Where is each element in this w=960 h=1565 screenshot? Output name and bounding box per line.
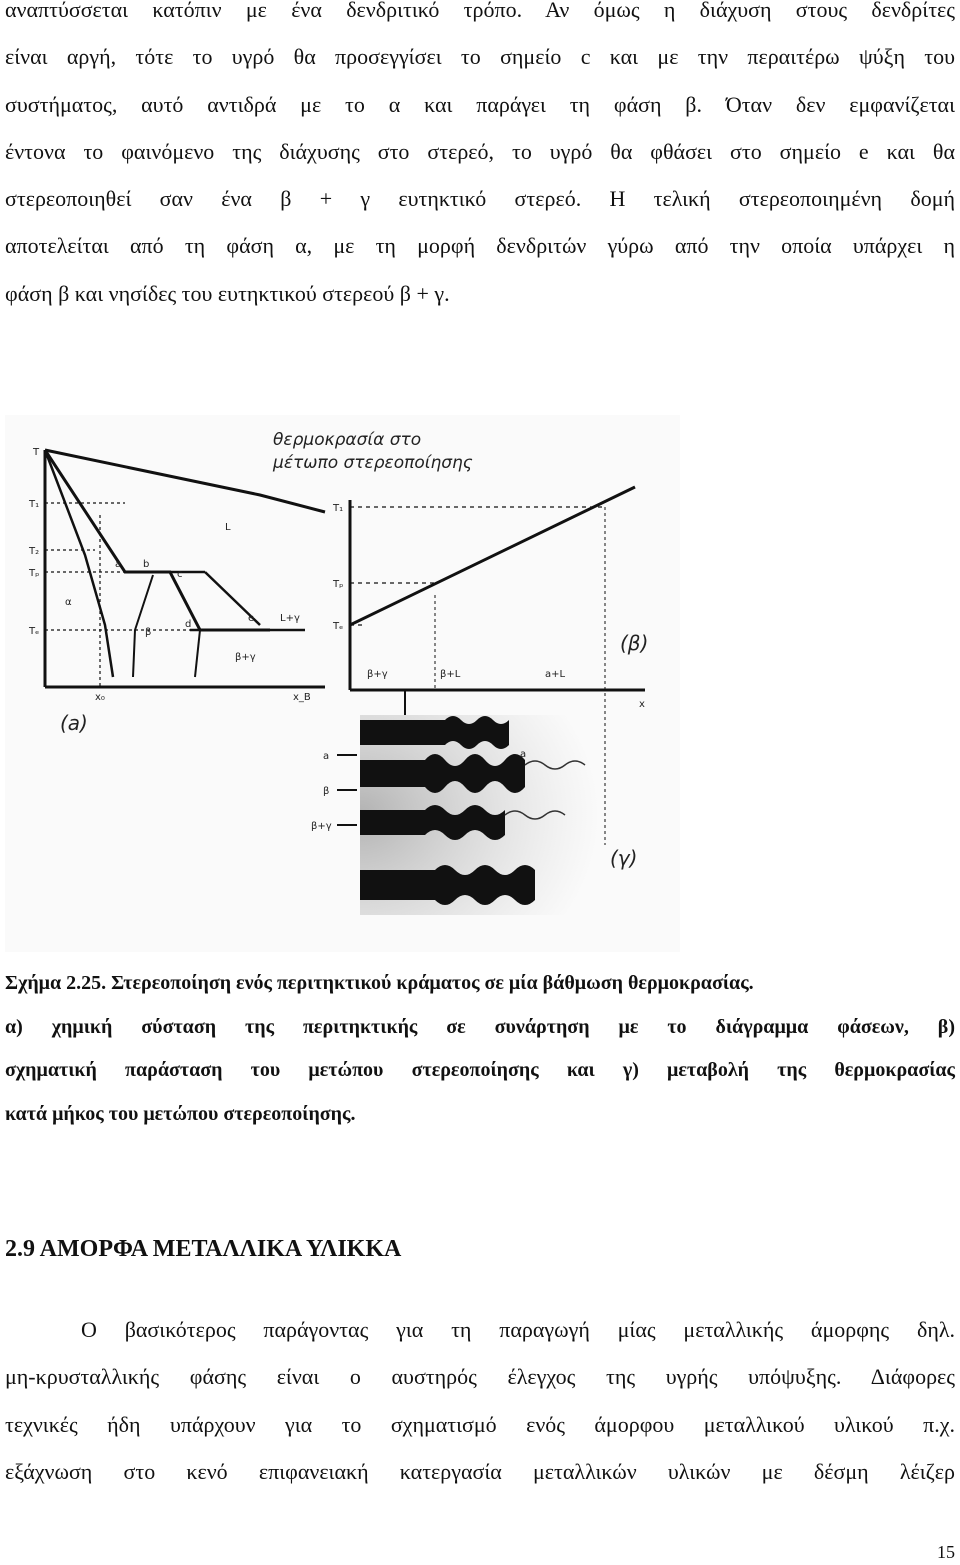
axis-label-te: Tₑ: [29, 626, 40, 637]
body-paragraph-top: [5, 0, 955, 317]
point-label-b: b: [143, 559, 150, 570]
panel-b-axis-label-te: Tₑ: [333, 621, 344, 632]
caption-line: Σχήμα 2.25. Στερεοποίηση ενός περιτηκτικού κράματος σε μία βάθμωση θερμοκρασίας.: [5, 972, 754, 994]
section-heading: 2.9 ΑΜΟΡΦΑ ΜΕΤΑΛΛΙΚΑ ΥΛΙΚΚΑ: [5, 1236, 402, 1262]
panel-b-axis-label-x: x: [639, 699, 645, 710]
row-label-a: a: [323, 751, 330, 762]
region-label-alpha: α: [65, 597, 72, 608]
point-label-a: a: [115, 559, 122, 570]
panel-b-axis-label-tp: Tₚ: [333, 579, 344, 590]
text-line: μη-κρυσταλλικής φάσης είναι ο αυστηρός έλεγχος της υγρής υπόψυξης. Διάφορες: [5, 1364, 955, 1390]
text-line: στερεοποιηθεί σαν ένα β + γ ευτηκτικό στερεό. Η τελική στερεοποιημένη δομή: [5, 186, 955, 212]
point-label-c: c: [177, 569, 183, 580]
panel-b-title-line2: μέτωπο στερεοποίησης: [273, 453, 473, 473]
zone-label-beta-l: β+L: [440, 669, 461, 680]
text-line: φάση β και νησίδες του ευτηκτικού στερεού β + γ.: [5, 280, 450, 306]
axis-label-t1: T₁: [29, 499, 40, 510]
text-line: τεχνικές ήδη υπάρχουν για το σχηματισμό ενός άμορφου μεταλλικού υλικού π.χ.: [5, 1411, 955, 1437]
panel-c-tag: (γ): [610, 846, 638, 870]
caption-line: σχηματική παράσταση του μετώπου στερεοποίησης και γ) μεταβολή της θερμοκρασίας: [5, 1059, 955, 1081]
row-label-beta-gamma: β+γ: [311, 821, 332, 832]
figure-caption: [5, 962, 955, 1136]
row-label-beta: β: [323, 786, 330, 797]
caption-line: α) χημική σύσταση της περιτηκτικής σε συνάρτηση με το διάγραμμα φάσεων, β): [5, 1015, 955, 1038]
point-label-d: d: [185, 619, 192, 630]
axis-label-tp: Tₚ: [29, 568, 40, 579]
panel-b-tag: (β): [620, 631, 649, 655]
axis-label-xb: x_B: [293, 692, 311, 703]
panel-a-tag: (a): [60, 711, 88, 735]
region-label-liquid: L: [225, 522, 231, 533]
text-line: Ο βασικότερος παράγοντας για τη παραγωγή μίας μεταλλικής άμορφης δηλ.: [81, 1317, 955, 1342]
point-label-e: e: [248, 613, 255, 624]
zone-label-a-l: a+L: [545, 669, 566, 680]
text-line: έντονα το φαινόμενο της διάχυσης στο στερεό, το υγρό θα φθάσει στο σημείο e και θα: [5, 138, 955, 164]
caption-line: κατά μήκος του μετώπου στερεοποίησης.: [5, 1102, 356, 1125]
panel-b-axis-label-t1: T₁: [333, 503, 344, 514]
zone-label-beta-gamma: β+γ: [367, 669, 388, 680]
panel-b-title-line1: θερμοκρασία στο: [273, 430, 422, 450]
text-line: είναι αργή, τότε το υγρό θα προσεγγίσει το σημείο c και με την περαιτέρω ψύξη του: [5, 44, 955, 70]
inner-label-a: a: [520, 749, 527, 760]
text-line: συστήματος, αυτό αντιδρά με το α και παράγει τη φάση β. Όταν δεν εμφανίζεται: [5, 91, 955, 117]
solidification-figure: [5, 415, 680, 952]
axis-label-t2: T₂: [29, 546, 40, 557]
page-number: 15: [937, 1542, 955, 1562]
axis-label-t: T: [33, 447, 40, 458]
text-line: αναπτύσσεται κατόπιν με ένα δενδριτικό τρόπο. Αν όμως η διάχυση στους δενδρίτες: [5, 0, 955, 22]
text-line: αποτελείται από τη φάση α, με τη μορφή δενδριτών γύρω από την οποία υπάρχει η: [5, 233, 955, 259]
axis-label-x0: x₀: [95, 692, 105, 703]
region-label-l-gamma: L+γ: [280, 613, 300, 624]
region-label-beta: β: [145, 627, 152, 638]
text-line: εξάχνωση στο κενό επιφανειακή κατεργασία μεταλλικών υλικών με δέσμη λέιζερ: [5, 1458, 955, 1484]
body-paragraph-bottom: [5, 1306, 955, 1495]
region-label-beta-gamma: β+γ: [235, 652, 256, 663]
